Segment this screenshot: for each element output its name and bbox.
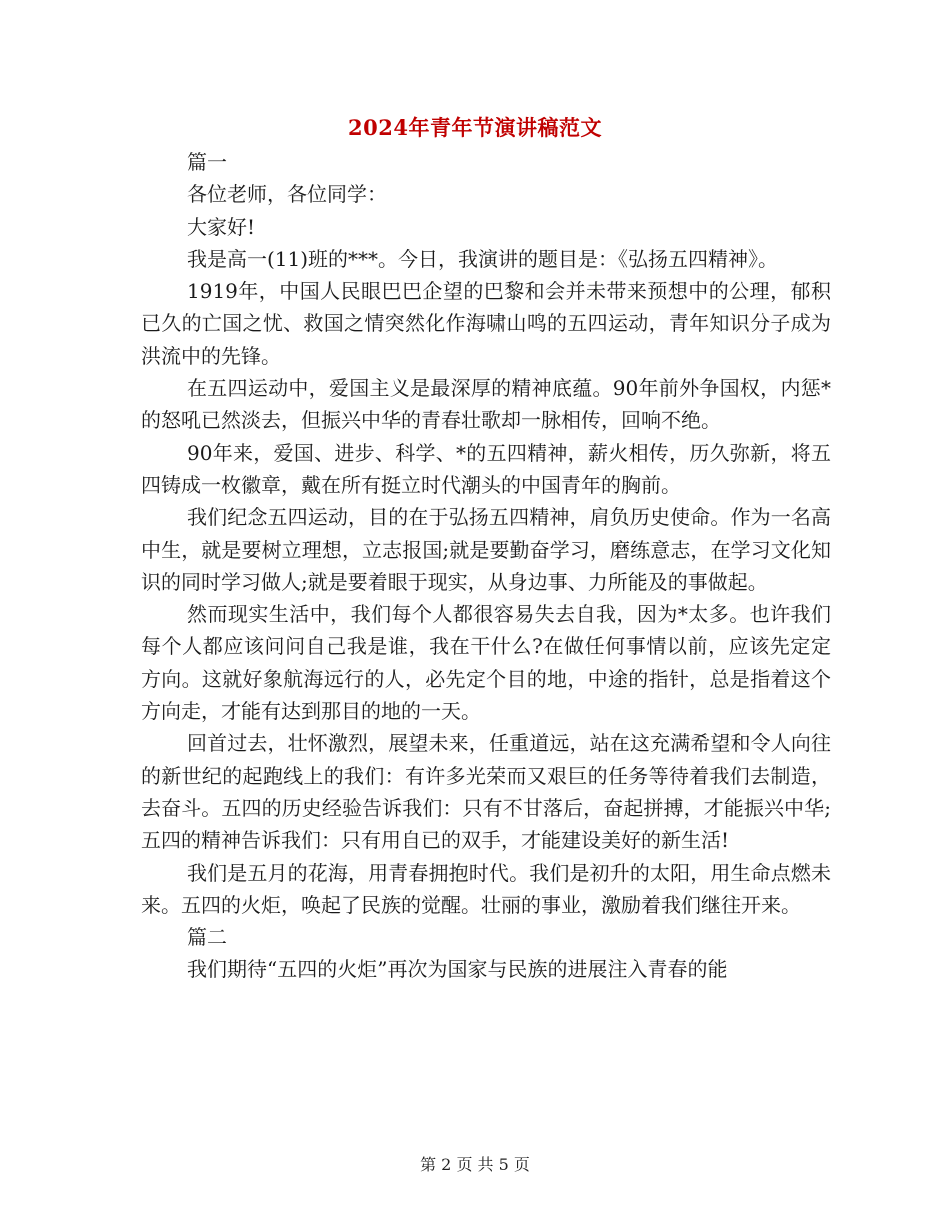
page-number-footer: 第 2 页 共 5 页 xyxy=(420,1155,530,1174)
paragraph: 在五四运动中，爱国主义是最深厚的精神底蕴。90年前外争国权，内惩*的怒吼已然淡去，但振兴中华的青春壮歌却一脉相传，回响不绝。 xyxy=(141,376,831,433)
paragraph: 我是高一(11)班的***。今日，我演讲的题目是：《弘扬五四精神》。 xyxy=(187,246,779,271)
greeting: 大家好! xyxy=(187,214,256,239)
paragraph: 我们纪念五四运动，目的在于弘扬五四精神，肩负历史使命。作为一名高中生，就是要树立理想，立志报国;就是要勤奋学习，磨练意志，在学习文化知识的同时学习做人;就是要着眼于现实，从身边事、力所能及的事做起。 xyxy=(141,505,831,594)
salutation: 各位老师，各位同学： xyxy=(187,182,387,207)
section-heading: 篇二 xyxy=(187,925,227,950)
paragraph: 1919年，中国人民眼巴巴企望的巴黎和会并未带来预想中的公理，郁积已久的亡国之忧、救国之情突然化作海啸山鸣的五四运动，青年知识分子成为洪流中的先锋。 xyxy=(141,279,831,368)
paragraph: 我们期待“五四的火炬”再次为国家与民族的进展注入青春的能 xyxy=(187,957,728,982)
paragraph: 回首过去，壮怀激烈，展望未来，任重道远，站在这充满希望和令人向往的新世纪的起跑线上的我们：有许多光荣而又艰巨的任务等待着我们去制造，去奋斗。五四的历史经验告诉我们：只有不甘落后，奋起拼搏，才能振兴中华;五四的精神告诉我们：只有用自已的双手，才能建设美好的新生活! xyxy=(141,731,831,853)
paragraph: 然而现实生活中，我们每个人都很容易失去自我，因为*太多。也许我们每个人都应该问问自己我是谁，我在干什么?在做任何事情以前，应该先定定方向。这就好象航海远行的人，必先定个目的地，中途的指针，总是指着这个方向走，才能有达到那目的地的一天。 xyxy=(141,602,831,724)
paragraph: 90年来，爱国、进步、科学、*的五四精神，薪火相传，历久弥新，将五四铸成一枚徽章，戴在所有挺立时代潮头的中国青年的胸前。 xyxy=(141,440,831,497)
document-title: 2024年青年节演讲稿范文 xyxy=(348,115,602,140)
document-body xyxy=(141,146,831,986)
section-heading: 篇一 xyxy=(187,150,227,174)
paragraph: 我们是五月的花海，用青春拥抱时代。我们是初升的太阳，用生命点燃未来。五四的火炬，唤起了民族的觉醒。壮丽的事业，激励着我们继往开来。 xyxy=(141,860,831,917)
